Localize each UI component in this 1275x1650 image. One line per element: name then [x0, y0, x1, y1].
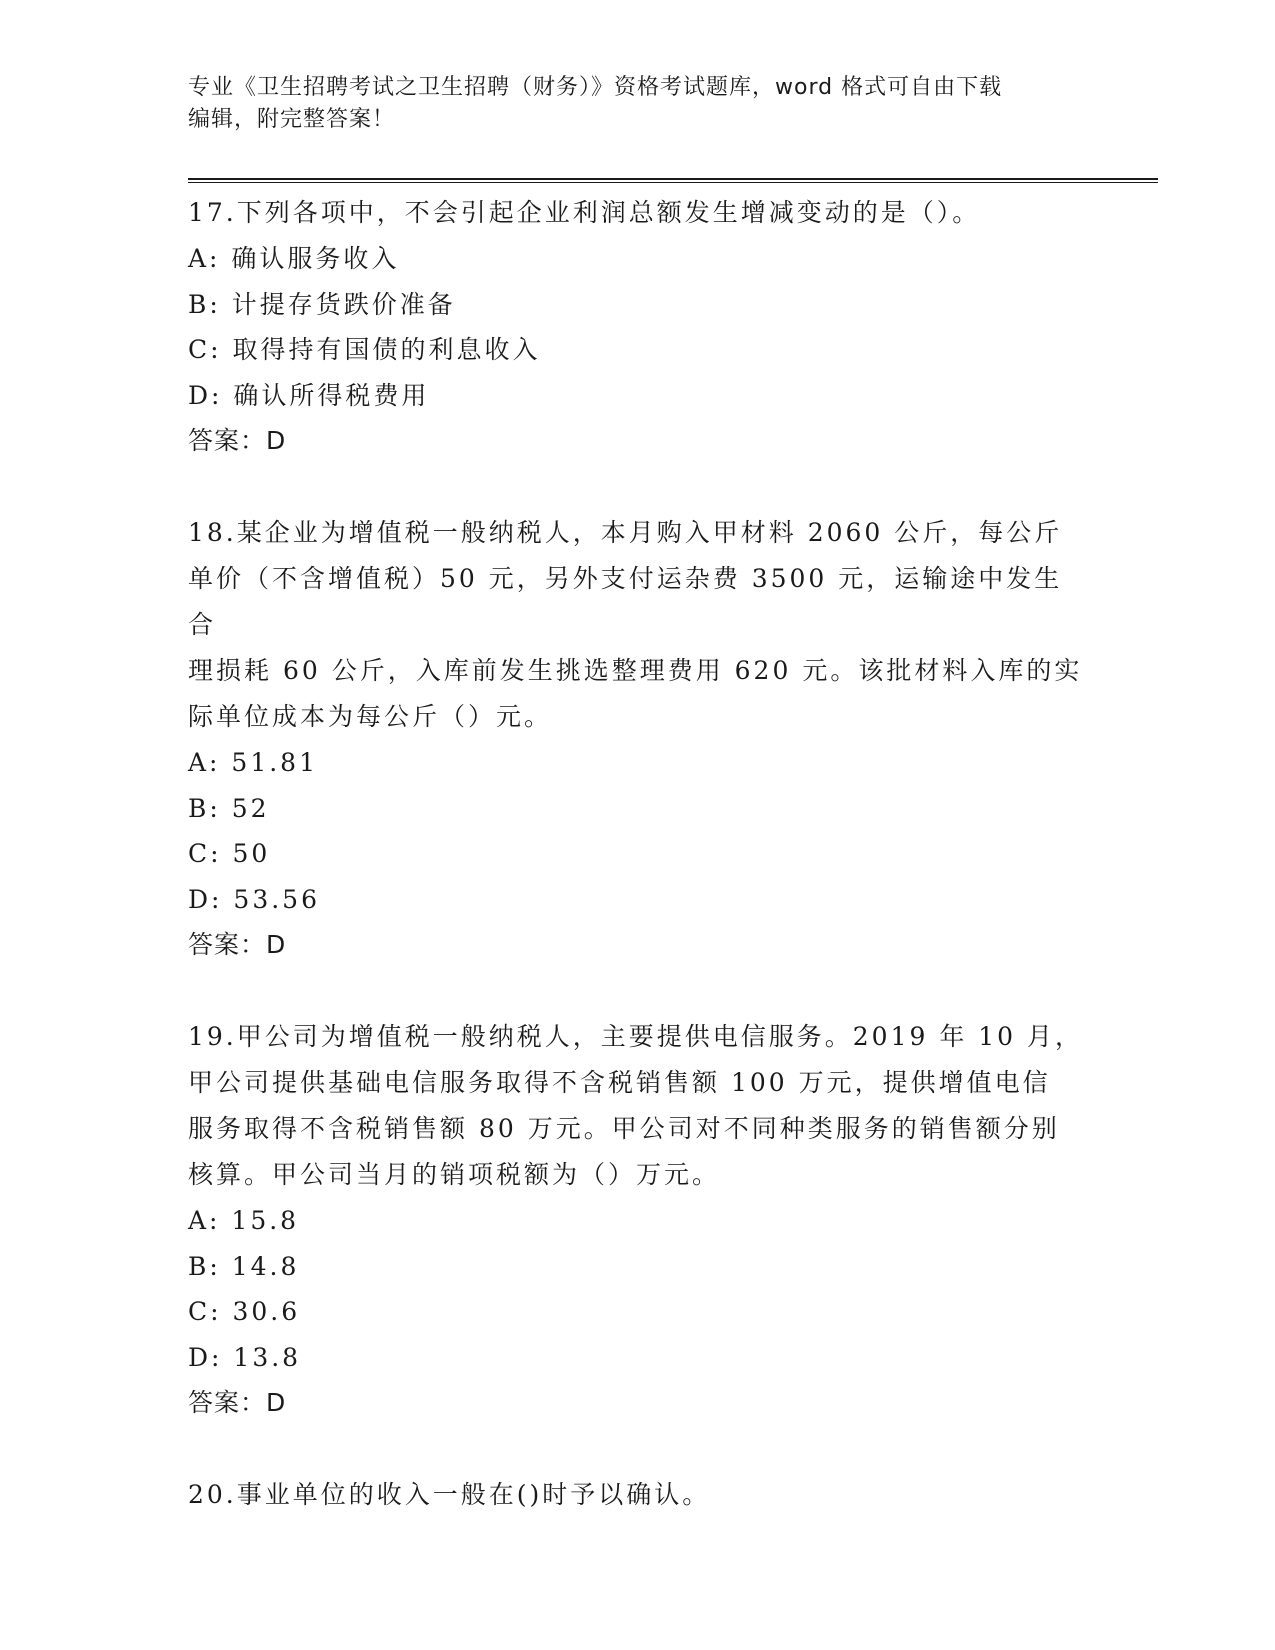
option-d: D: 53.56: [188, 884, 320, 914]
question-text-line: 甲公司提供基础电信服务取得不含税销售额 100 万元，提供增值电信: [188, 1068, 1051, 1097]
question-list: [188, 190, 1088, 1518]
option-c: C: 取得持有国债的利息收入: [188, 335, 541, 364]
question-text-line: 服务取得不含税销售额 80 万元。甲公司对不同种类服务的销售额分别: [188, 1114, 1060, 1143]
answer: 答案：D: [188, 426, 287, 455]
question-text-line: 际单位成本为每公斤（）元。: [188, 702, 553, 731]
option-c: C: 50: [188, 839, 271, 868]
spacer: [188, 1426, 1088, 1472]
question-18: [188, 510, 1088, 968]
option-c: C: 30.6: [188, 1297, 301, 1326]
answer: 答案：D: [188, 1388, 287, 1417]
answer: 答案：D: [188, 930, 287, 959]
document-header: [188, 72, 1088, 136]
option-b: B: 14.8: [188, 1251, 300, 1281]
question-17: [188, 190, 1088, 464]
option-a: A: 确认服务收入: [188, 244, 400, 273]
question-20: [188, 1472, 1088, 1518]
spacer: [188, 464, 1088, 510]
option-a: A: 51.81: [188, 748, 318, 777]
question-text-line: 核算。甲公司当月的销项税额为（）万元。: [188, 1160, 721, 1189]
header-divider: [188, 178, 1158, 183]
header-line-2: 编辑，附完整答案！: [188, 107, 396, 132]
header-line-1: 专业《卫生招聘考试之卫生招聘（财务）》资格考试题库，word 格式可自由下载: [188, 75, 1003, 100]
option-d: D: 确认所得税费用: [188, 380, 430, 410]
option-b: B: 计提存货跌价准备: [188, 289, 456, 319]
option-b: B: 52: [188, 793, 270, 823]
question-text-line: 18.某企业为增值税一般纳税人，本月购入甲材料 2060 公斤，每公斤: [188, 518, 1063, 547]
question-text-line: 单价（不含增值税）50 元，另外支付运杂费 3500 元，运输途中发生合: [188, 564, 1063, 639]
question-text: 17.下列各项中，不会引起企业利润总额发生增减变动的是（）。: [188, 198, 981, 227]
option-a: A: 15.8: [188, 1206, 300, 1235]
option-d: D: 13.8: [188, 1342, 302, 1372]
question-19: [188, 1014, 1088, 1426]
spacer: [188, 968, 1088, 1014]
question-text: 20.事业单位的收入一般在()时予以确认。: [188, 1480, 711, 1509]
question-text-line: 19.甲公司为增值税一般纳税人，主要提供电信服务。2019 年 10 月，: [188, 1022, 1084, 1051]
question-text-line: 理损耗 60 公斤，入库前发生挑选整理费用 620 元。该批材料入库的实: [188, 656, 1083, 685]
